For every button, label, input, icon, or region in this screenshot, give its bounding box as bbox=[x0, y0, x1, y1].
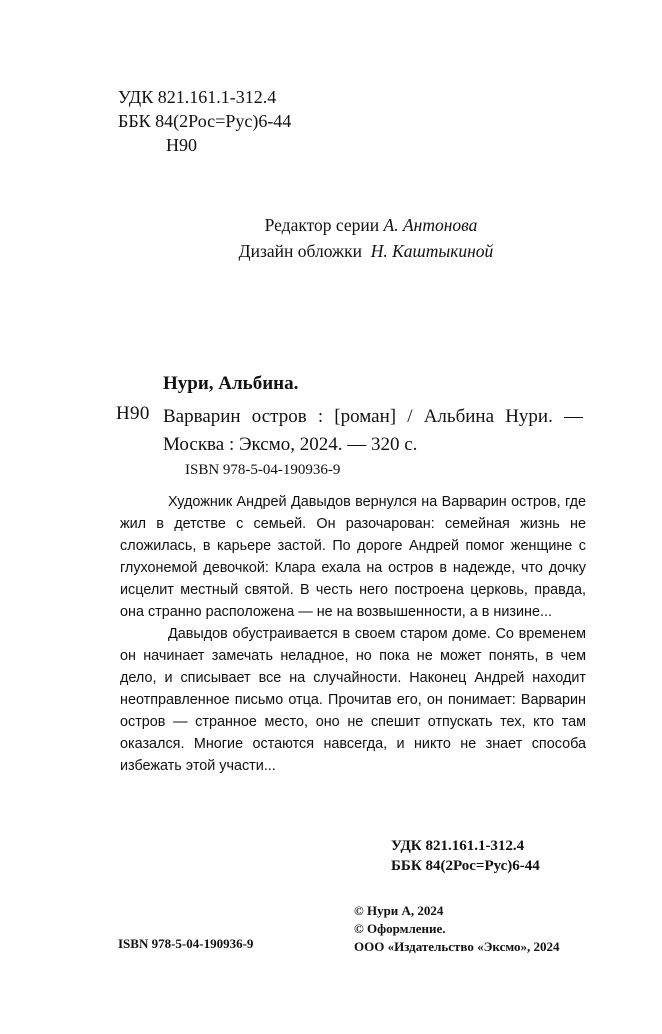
editor-line bbox=[0, 212, 662, 238]
copyright-block bbox=[354, 902, 560, 956]
entry-isbn: ISBN 978-5-04-190936-9 bbox=[185, 462, 341, 478]
udk-code: УДК 821.161.1-312.4 bbox=[118, 87, 277, 107]
annotation-paragraph: Давыдов обустраивается в своем старом доме. Со временем он начинает замечать неладное, но пока не может понять, в чем дело, и списывает все на случайности. Наконец Андрей находит неотправленное письмо отца. Прочитав его, он понимает: Варварин остров — странное место, оно не спешит отпускать тех, кто там оказался. Многие остаются навсегда, и никто не знает способа избежать этой участи... bbox=[120, 626, 586, 774]
bottom-bbk: ББК 84(2Рос=Рус)6-44 bbox=[391, 858, 540, 874]
bottom-udk: УДК 821.161.1-312.4 bbox=[391, 838, 525, 854]
design-name: Н. Каштыкиной bbox=[370, 241, 494, 261]
copyright-author: © Нури А, 2024 bbox=[354, 903, 444, 918]
copyright-publisher: ООО «Издательство «Эксмо», 2024 bbox=[354, 939, 560, 954]
design-line bbox=[0, 238, 662, 264]
editor-name: А. Антонова bbox=[383, 215, 478, 235]
bottom-isbn: ISBN 978-5-04-190936-9 bbox=[118, 936, 254, 951]
entry-code: Н90 bbox=[116, 403, 150, 424]
classification-block bbox=[118, 85, 291, 157]
author-mark: Н90 bbox=[166, 135, 197, 155]
annotation bbox=[120, 491, 586, 777]
copyright-design: © Оформление. bbox=[354, 921, 446, 936]
credits-block bbox=[0, 212, 662, 264]
editor-label: Редактор серии bbox=[264, 215, 380, 235]
bbk-code: ББК 84(2Рос=Рус)6-44 bbox=[118, 111, 292, 131]
bottom-classification bbox=[391, 836, 540, 876]
annotation-paragraph: Художник Андрей Давыдов вернулся на Варварин остров, где жил в детстве с семьей. Он разочарован: семейная жизнь не сложилась, в карьере застой. По дороге Андрей помог женщине с глухонемой девочкой: Клара ехала на остров в надежде, что дочку исцелит местный святой. В честь него построена церковь, правда, она странно расположена — не на возвышенности, а в низине... bbox=[120, 494, 586, 620]
entry-title: Варварин остров : [роман] / Альбина Нури. — Москва : Эксмо, 2024. — 320 с. bbox=[163, 406, 583, 455]
design-label: Дизайн обложки bbox=[238, 241, 362, 261]
entry-author: Нури, Альбина. bbox=[163, 373, 299, 394]
